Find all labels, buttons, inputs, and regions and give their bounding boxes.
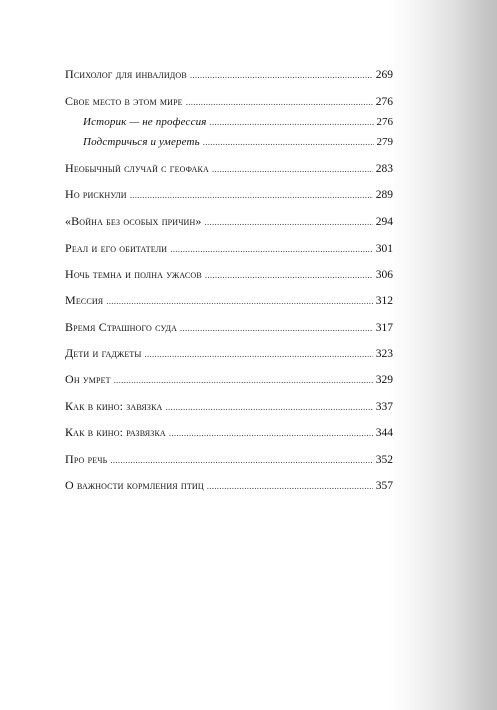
dot-leader: [212, 161, 373, 177]
toc-entry-page: 344: [375, 427, 393, 439]
toc-entry: [65, 451, 393, 468]
dot-leader: [130, 187, 373, 203]
toc-entry-page: 269: [375, 69, 393, 81]
toc-entry: [65, 398, 393, 415]
toc-entry: [65, 345, 393, 362]
dot-leader: [190, 67, 373, 83]
dot-leader: [205, 214, 373, 230]
toc-entry-title: Но рискнули: [65, 187, 127, 201]
dot-leader: [114, 372, 373, 388]
toc-entry: [65, 213, 393, 230]
toc-entry-page: 301: [375, 243, 393, 255]
toc-entry-page: 294: [375, 216, 393, 228]
toc-entry-title: Мессия: [65, 293, 104, 307]
toc-entry-page: 317: [375, 322, 393, 334]
toc-entry: [65, 66, 393, 83]
toc-entry-title: Как в кино: развязка: [65, 425, 166, 439]
dot-leader: [145, 346, 373, 362]
toc-subentry: [83, 134, 393, 150]
toc-subentry-title: Подстричься и умереть: [83, 136, 200, 148]
dot-leader: [166, 399, 373, 415]
toc-entry-title: Необычный случай с геофака: [65, 161, 209, 175]
toc-subentry-title: Историк — не профессия: [83, 116, 207, 128]
dot-leader: [205, 267, 373, 283]
toc-entry-title: Он умрет: [65, 372, 111, 386]
toc-entry-page: 329: [375, 374, 393, 386]
toc-entry-title: Как в кино: завязка: [65, 399, 163, 413]
toc-entry: [65, 186, 393, 203]
toc-entry: [65, 477, 393, 494]
dot-leader: [186, 94, 373, 110]
toc-entry: [65, 266, 393, 283]
toc-entry-title: Время Страшного суда: [65, 320, 178, 334]
toc-entry-page: 323: [375, 348, 393, 360]
toc-entry: [65, 371, 393, 388]
toc-entry-title: О важности кормления птиц: [65, 478, 204, 492]
dot-leader: [106, 293, 373, 309]
toc-subentry-page: 279: [376, 136, 393, 148]
dot-leader: [170, 241, 373, 257]
toc-entry-title: Свое место в этом мире: [65, 94, 183, 108]
toc-entry-page: 337: [375, 401, 393, 413]
toc-entry-page: 306: [375, 269, 393, 281]
toc-entry-page: 289: [375, 189, 393, 201]
toc-entry-title: «Война без особых причин»: [65, 214, 202, 228]
toc-entry-page: 276: [375, 96, 393, 108]
toc-entry-title: Про речь: [65, 452, 108, 466]
toc-entry-page: 352: [375, 454, 393, 466]
toc-entry: [65, 160, 393, 177]
toc-subentry-page: 276: [376, 116, 393, 128]
dot-leader: [180, 320, 373, 336]
dot-leader: [110, 452, 372, 468]
toc-entry-page: 283: [375, 163, 393, 175]
toc-entry-title: Реал и его обитатели: [65, 241, 168, 255]
toc-entry: [65, 93, 393, 110]
toc-entry: [65, 319, 393, 336]
toc-entry-title: Дети и гаджеты: [65, 346, 142, 360]
dot-leader: [210, 114, 374, 130]
toc-entry: [65, 424, 393, 441]
toc-entry-title: Ночь темна и полна ужасов: [65, 267, 202, 281]
dot-leader: [203, 134, 374, 150]
dot-leader: [169, 425, 373, 441]
toc-entry: [65, 240, 393, 257]
toc-entry-title: Психолог для инвалидов: [65, 67, 187, 81]
toc-entry-page: 312: [375, 295, 393, 307]
toc-entry: [65, 292, 393, 309]
toc-subentry: [83, 114, 393, 130]
toc-entry-page: 357: [375, 480, 393, 492]
dot-leader: [207, 478, 373, 494]
